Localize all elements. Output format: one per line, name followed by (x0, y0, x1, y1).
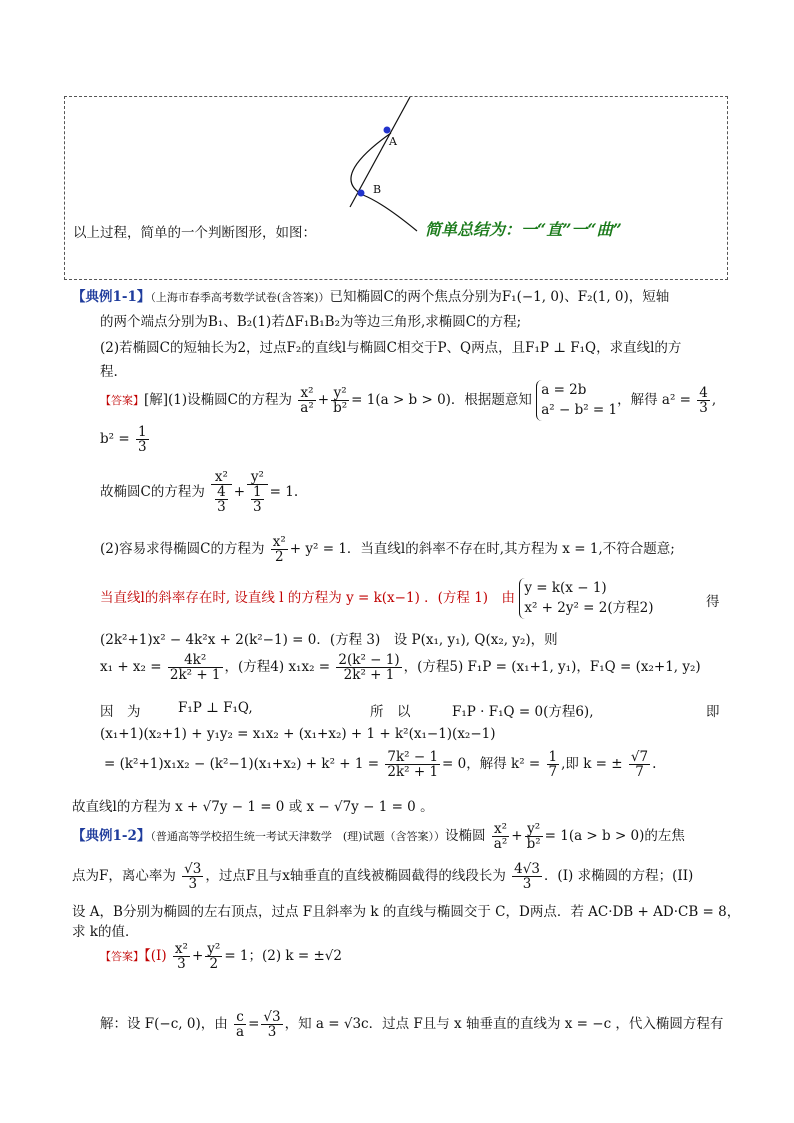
fraction (629, 750, 650, 779)
fraction (261, 1010, 282, 1039)
ans-text: x₁ + x₂ = (100, 659, 162, 676)
ans-text: F₁P · F₁Q = 0(方程6), (452, 704, 594, 720)
ex2-answer: 【答案】【(I) $\frac{\text{x²}}{3}$ + $\frac{\text{y²}}{2}$ = 1；(2) k = ±√2 (100, 941, 342, 973)
frac-num: 1 (548, 749, 558, 765)
ex2-solution-text: 解：设 F(−c, 0)，由 (100, 1016, 228, 1033)
ans-text: (2)容易求得椭圆C的方程为 (100, 541, 265, 558)
fraction (697, 386, 710, 415)
ellipse-line-diagram (65, 97, 729, 281)
frac-num: x² (211, 470, 232, 485)
frac-num: √7 (630, 749, 649, 765)
ellipse-arc (351, 133, 417, 231)
ex1-answer-line9: (x₁+1)(x₂+1) + y₁y₂ = x₁x₂ + (x₁+x₂) + 1 + k²(x₁−1)(x₂−1) (100, 726, 496, 742)
point-b-label: B (373, 183, 382, 196)
fraction (168, 653, 223, 682)
ex2-tag: 【典例1-2】 (72, 828, 151, 845)
fraction (211, 470, 232, 515)
frac-num: √3 (263, 1009, 281, 1025)
fraction (234, 1010, 246, 1039)
ex1-line2: 的两个端点分别为B₁、B₂(1)若ΔF₁B₁B₂为等边三角形,求椭圆C的方程; (100, 314, 522, 330)
ex1-source: （上海市春季高考数学试卷(含答案)） (150, 291, 330, 304)
ans-text: 即 (706, 704, 720, 720)
frac-den: a² (493, 836, 508, 853)
frac-num: x² (298, 386, 315, 401)
frac-den: 2 (274, 549, 284, 566)
frac-den: 3 (522, 876, 532, 893)
figure-caption: 以上过程，简单的一个判断图形，如图： (73, 225, 316, 241)
ans-text: b² = (100, 431, 130, 448)
system-row: x² + 2y² = 2(方程2) (524, 600, 654, 617)
ex2-text: ．(I) 求椭圆的方程；(II) (543, 868, 694, 885)
fraction (512, 862, 542, 891)
ex2-text: 点为F，离心率为 (72, 868, 176, 885)
system-row: a = 2b (541, 382, 587, 398)
ans-text: 当直线l的斜率存在时, 设直线 l 的方程为 y = k(x−1) ．(方程 1) 由 (100, 589, 516, 606)
frac-den: 2k² + 1 (387, 764, 439, 781)
ex2-line1: 【典例1-2】（普通高等学校招生统一考试天津数学 (理)试题（含答案））设椭圆 $\frac{\text{x²}}{\text{a²}}$ + $\frac{\text{y²}}{\text{b²}}$ = 1(a > b > 0)的左焦 (72, 821, 685, 853)
frac-den: 7 (548, 764, 558, 781)
ex1-answer-line4 (100, 535, 675, 564)
frac-den: 3 (699, 399, 708, 416)
fraction (298, 386, 315, 415)
frac-den: b² (526, 836, 541, 853)
fraction (547, 750, 560, 779)
frac-den (211, 485, 232, 514)
ex1-answer-line7 (100, 653, 701, 682)
ans-text: 因 为 (100, 704, 141, 720)
system-row: a² − b² = 1 (541, 402, 618, 419)
ans-text: [解](1)设椭圆C的方程为 (144, 391, 292, 408)
ex1-line3: (2)若椭圆C的短轴长为2，过点F₂的直线l与椭圆C相交于P、Q两点，且F₁P ⊥ F₁Q，求直线l的方 (100, 340, 682, 356)
ex1-answer-line1: 【答案】[解](1)设椭圆C的方程为 $\frac{\text{x²}}{\text{a²}}$ + $\frac{\text{y²}}{\text{b²}}$ = 1(a > b > 0)．根据题意知 a = 2b a² − b² = 1 ，解得 a² = $\frac{4}{3}$ , (100, 380, 716, 421)
frac-num: 7k² − 1 (387, 749, 439, 765)
frac-num: 1 (137, 424, 147, 440)
frac-num: x² (272, 534, 286, 550)
ex2-answer-text: = 1；(2) k = ±√2 (224, 948, 342, 965)
frac-den: 3 (267, 1024, 277, 1041)
frac-den: 2 (209, 956, 219, 973)
fraction (385, 750, 440, 779)
frac-den: 3 (253, 499, 262, 516)
frac-den: a² (300, 399, 314, 416)
ex2-line4: 求 k的值． (72, 924, 139, 940)
frac-den: a (236, 1024, 245, 1041)
frac-den: 7 (635, 764, 644, 781)
ans-text: ,即 k = ± (561, 756, 623, 773)
ex1-text1: 已知椭圆C的两个焦点分别为F₁(−1, 0)、F₂(1, 0)，短轴 (329, 289, 670, 305)
ans-text: 所 以 (370, 704, 411, 720)
frac-num: y² (247, 470, 268, 485)
figure-box (64, 96, 728, 280)
frac-num: 4 (217, 484, 226, 501)
fraction (182, 862, 203, 891)
fraction (215, 485, 228, 514)
fraction (336, 653, 401, 682)
fraction (331, 386, 349, 415)
ex2-solution-text: ，知 a = √3c．过点 F且与 x 轴垂直的直线为 x = −c ，代入椭圆方程有 (284, 1016, 724, 1033)
ex2-text: 设椭圆 (444, 828, 486, 845)
frac-den: 3 (188, 876, 198, 893)
ans-text: ，(方程5) F₁P = (x₁+1, y₁)，F₁Q = (x₂+1, y₂) (403, 659, 701, 676)
frac-num: y² (525, 822, 543, 837)
ex1-tag: 【典例1-1】 (72, 289, 151, 305)
frac-den: 3 (217, 499, 226, 516)
frac-num: x² (174, 941, 188, 957)
ans-text: = (k²+1)x₁x₂ − (k²−1)(x₁+x₂) + k² + 1 = (104, 756, 380, 773)
frac-num: 4k² (168, 653, 223, 668)
frac-den: 3 (177, 956, 186, 973)
frac-num: 1 (253, 484, 262, 501)
frac-den: 3 (137, 439, 147, 456)
fraction (525, 822, 543, 851)
ex2-text: = 1(a > b > 0)的左焦 (544, 828, 685, 845)
fraction (136, 425, 149, 454)
frac-num: y² (331, 386, 349, 401)
frac-num: 2(k² − 1) (338, 652, 400, 668)
frac-num: y² (207, 941, 221, 957)
fraction (205, 942, 222, 971)
fraction (247, 470, 268, 515)
ex1-answer-line5 (100, 578, 654, 619)
system-row: y = k(x − 1) (524, 580, 607, 596)
ans-text: = 1(a > b > 0)．根据题意知 (351, 391, 532, 408)
frac-num: 4 (699, 384, 708, 401)
ex1-answer-line10: = (k²+1)x₁x₂ − (k²−1)(x₁+x₂) + k² + 1 = $\frac{\text{7k² − 1}}{\text{2k² + 1}}$ = 0，解得 k² = $\frac{1}{7}$ ,即 k = ± $\frac{√7}{7}$ . (104, 749, 657, 781)
frac-den (247, 485, 268, 514)
ex2-answer-tag: 【答案】 (100, 950, 144, 964)
point-a-marker (384, 127, 391, 134)
ex1-de-word: 得 (706, 594, 720, 610)
ex1-answer-line11: 故直线l的方程为 x + √7y − 1 = 0 或 x − √7y − 1 = 0 。 (72, 799, 434, 815)
summary-text: 简单总结为：一“直”一“曲” (425, 220, 622, 239)
equation-system (519, 578, 653, 619)
frac-num: x² (492, 822, 509, 837)
ex1-answer-line6: (2k²+1)x² − 4k²x + 2(k²−1) = 0．(方程 3) 设 P(x₁, y₁), Q(x₂, y₂)，则 (100, 632, 558, 648)
ex2-answer-text: 【(I) (144, 948, 167, 965)
ans-text: ，解得 a² = (617, 391, 691, 408)
fraction (173, 942, 190, 971)
ans-text: = 0，解得 k² = (442, 756, 541, 773)
frac-num: c (234, 1010, 246, 1025)
point-a-label: A (389, 135, 397, 148)
frac-den: b² (333, 399, 348, 416)
ans-text: F₁P ⊥ F₁Q, (178, 700, 253, 716)
frac-num: √3 (184, 861, 202, 877)
frac-den: 2k² + 1 (343, 667, 395, 684)
frac-den: 2k² + 1 (169, 667, 221, 684)
ex2-line3: 设 A，B分别为椭圆的左右顶点，过点 F且斜率为 k 的直线与椭圆交于 C，D两点．若 AC·DB + AD·CB = 8， (72, 904, 741, 920)
ex2-text: ，过点F且与x轴垂直的直线被椭圆截得的线段长为 (205, 868, 506, 885)
equation-system (536, 380, 617, 421)
ex1-line1 (72, 285, 669, 305)
point-b-marker (358, 190, 365, 197)
fraction (492, 822, 509, 851)
ex1-answer-line3: 故椭圆C的方程为 $\frac{\text{x²}}{\frac{4}{3}}$ + $\frac{\text{y²}}{\frac{1}{3}}$ = 1. (100, 469, 299, 516)
fraction (251, 485, 264, 514)
ex1-line4: 程. (100, 364, 118, 380)
ans-text: 故椭圆C的方程为 (100, 483, 205, 500)
ans-text: ，(方程4) x₁x₂ = (224, 659, 331, 676)
fraction (271, 535, 288, 564)
ex1-answer-tag: 【答案】 (100, 393, 144, 407)
ex2-source: （普通高等学校招生统一考试天津数学 (理)试题（含答案）） (150, 830, 445, 844)
ex1-answer-line2 (100, 425, 151, 454)
ex2-line2 (72, 862, 693, 891)
frac-num: 4√3 (514, 861, 540, 877)
ex2-solution: 解：设 F(−c, 0)，由 $\frac{c}{a}$ = $\frac{√3}{3}$ ，知 a = √3c．过点 F且与 x 轴垂直的直线为 x = −c ，代入椭圆方程有 (100, 1009, 724, 1041)
ans-text: + y² = 1．当直线l的斜率不存在时,其方程为 x = 1,不符合题意; (289, 541, 675, 558)
